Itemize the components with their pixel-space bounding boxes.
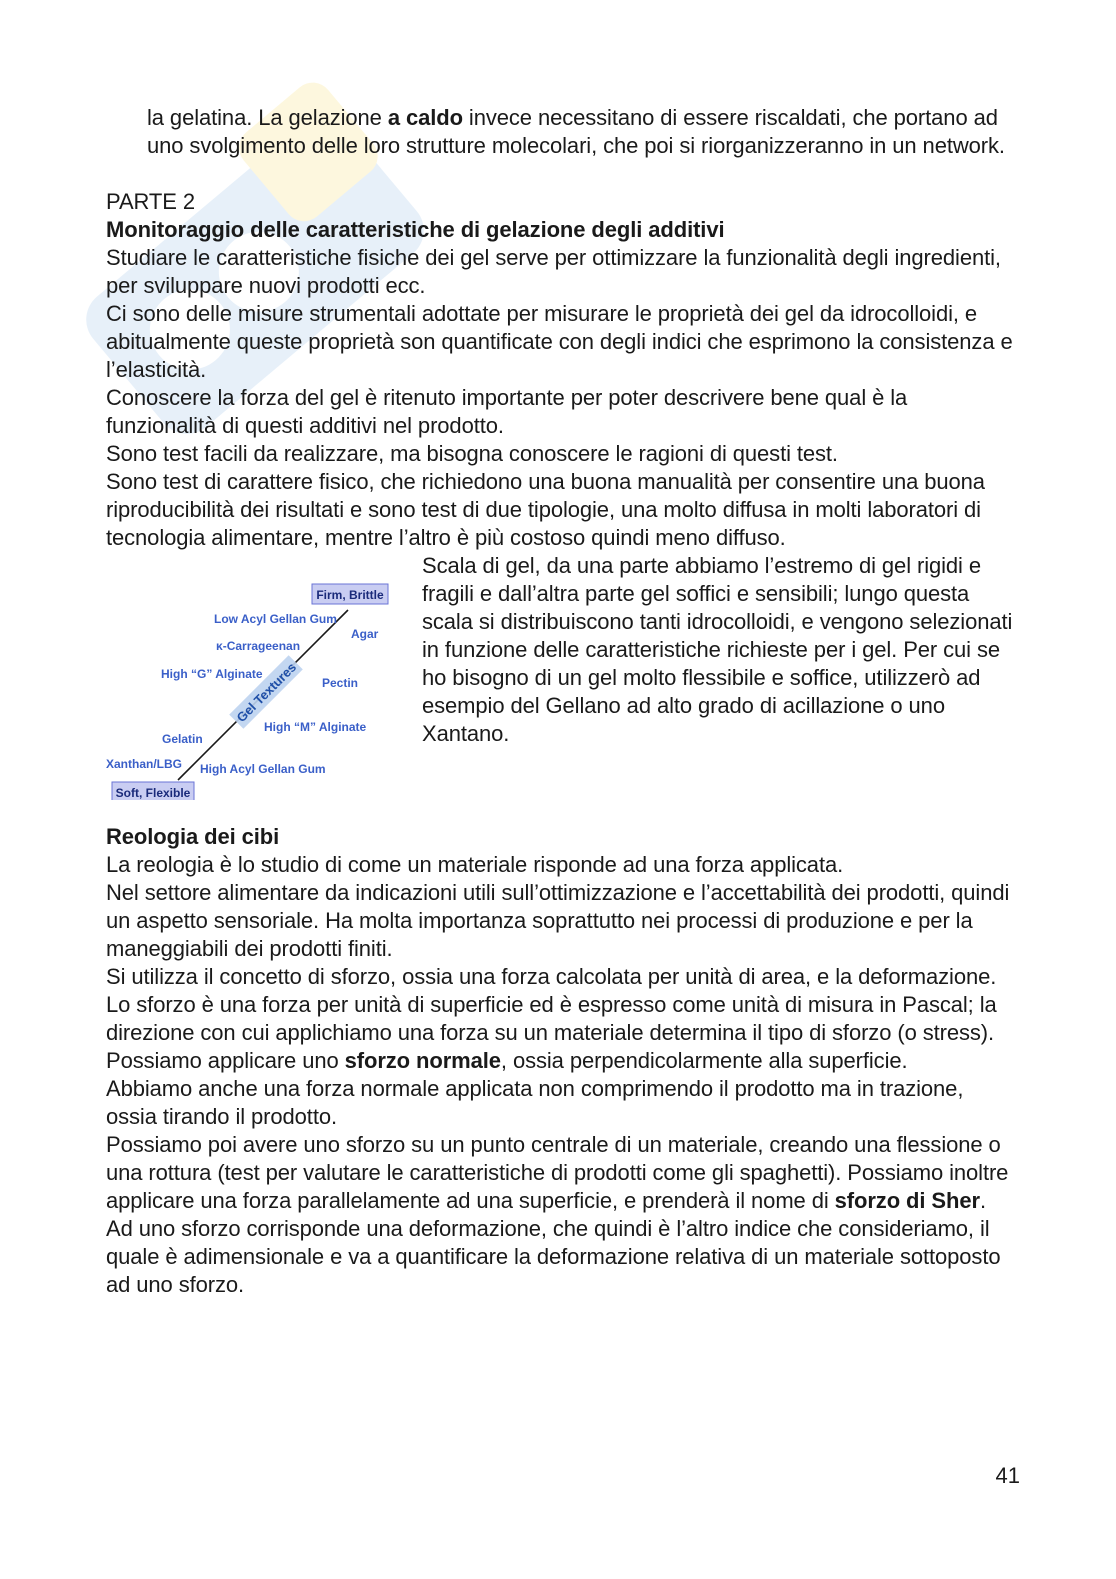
section-heading-gelation: Monitoraggio delle caratteristiche di gelazione degli additivi <box>106 217 725 242</box>
paragraph: Conoscere la forza del gel è ritenuto importante per poter descrivere bene qual è la funzionalità di questi additivi nel prodotto. <box>106 385 908 438</box>
pectin-label: Pectin <box>322 676 359 690</box>
xanthan-lbg-label: Xanthan/LBG <box>106 757 183 771</box>
high-g-alginate-label: High “G” Alginate <box>161 667 263 681</box>
page-number: 41 <box>995 1463 1020 1488</box>
section-heading-rheology: Reologia dei cibi <box>106 824 280 849</box>
kappa-carrageenan-label: κ-Carrageenan <box>216 639 301 653</box>
paragraph: Si utilizza il concetto di sforzo, ossia una forza calcolata per unità di area, e la deformazione. <box>106 964 997 989</box>
paragraph: Abbiamo anche una forza normale applicata non comprimendo il prodotto ma in trazione, ossia tirando il prodotto. <box>106 1076 964 1129</box>
paragraph: Nel settore alimentare da indicazioni utili sull’ottimizzazione e l’accettabilità dei prodotti, quindi un aspetto sensoriale. Ha molta importanza soprattutto nei processi di produzione e per la maneggiabili dei prodotti finiti. <box>106 880 1010 961</box>
gelatin-label: Gelatin <box>162 732 203 746</box>
high-acyl-gellan-label: High Acyl Gellan Gum <box>200 762 326 776</box>
paragraph-shear-stress: Possiamo poi avere uno sforzo su un punto centrale di un materiale, creando una flessione o una rottura (test per valutare le caratteristiche di prodotti come gli spaghetti). Possiamo inoltre applicare una forza parallelamente ad una superficie, e prenderà il nome di sforzo di Sher. <box>106 1132 1009 1213</box>
firm-brittle-label: Firm, Brittle <box>316 588 384 602</box>
paragraph: La reologia è lo studio di come un materiale risponde ad una forza applicata. <box>106 852 844 877</box>
document-page <box>106 104 1016 1299</box>
agar-label: Agar <box>351 627 379 641</box>
paragraph: Sono test facili da realizzare, ma bisogna conoscere le ragioni di questi test. <box>106 441 838 466</box>
soft-flexible-label: Soft, Flexible <box>115 786 191 800</box>
paragraph: Ci sono delle misure strumentali adottate per misurare le proprietà dei gel da idrocolloidi, e abitualmente queste proprietà son quantificate con degli indici che esprimono la consistenza e l’elasticità. <box>106 301 1013 382</box>
part-label: PARTE 2 <box>106 189 195 214</box>
paragraph: Lo sforzo è una forza per unità di superficie ed è espresso come unità di misura in Pascal; la direzione con cui applichiamo una forza su un materiale determina il tipo di sforzo (o stress). <box>106 992 997 1045</box>
figure-caption: Scala di gel, da una parte abbiamo l’estremo di gel rigidi e fragili e dall’altra parte gel soffici e sensibili; lungo questa scala si distribuiscono tanti idrocolloidi, e vengono selezionati in funzione delle caratteristiche richieste per i gel. Per cui se ho bisogno di un gel molto flessibile e soffice, utilizzerò ad esempio del Gellano ad alto grado di acillazione o uno Xantano. <box>422 553 1013 746</box>
high-m-alginate-label: High “M” Alginate <box>264 720 367 734</box>
gel-texture-scale-figure <box>106 560 396 800</box>
low-acyl-gellan-label: Low Acyl Gellan Gum <box>214 612 337 626</box>
gel-textures-label: Gel Textures <box>233 659 300 726</box>
paragraph: Ad uno sforzo corrisponde una deformazione, che quindi è l’altro indice che consideriamo, il quale è adimensionale e va a quantificare la deformazione relativa di un materiale sottoposto ad uno sforzo. <box>106 1216 1001 1297</box>
intro-paragraph: la gelatina. La gelazione a caldo invece necessitano di essere riscaldati, che portano ad uno svolgimento delle loro strutture molecolari, che poi si riorganizzeranno in un network. <box>147 105 1005 158</box>
paragraph: Sono test di carattere fisico, che richiedono una buona manualità per consentire una buona riproducibilità dei risultati e sono test di due tipologie, una molto diffusa in molti laboratori di tecnologia alimentare, mentre l’altro è più costoso quindi meno diffuso. <box>106 469 985 550</box>
paragraph: Studiare le caratteristiche fisiche dei gel serve per ottimizzare la funzionalità degli ingredienti, per sviluppare nuovi prodotti ecc. <box>106 245 1001 298</box>
paragraph-normal-stress: Possiamo applicare uno sforzo normale, ossia perpendicolarmente alla superficie. <box>106 1048 908 1073</box>
figure-row <box>106 552 1016 807</box>
